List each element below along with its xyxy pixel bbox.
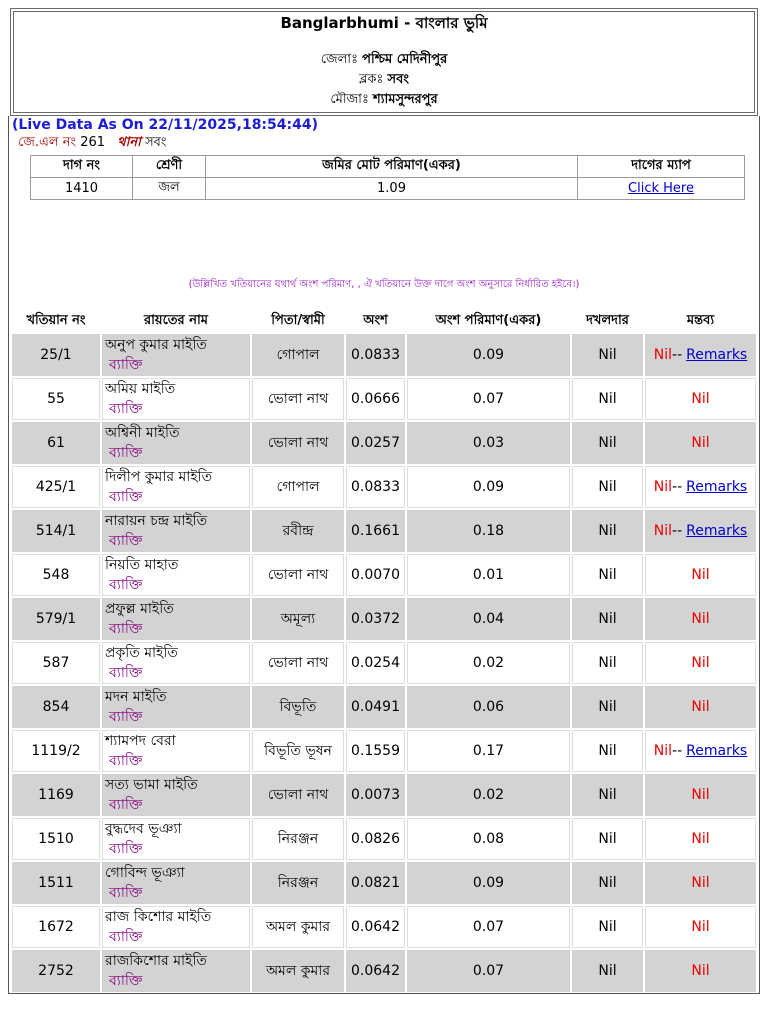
jl-line	[18, 134, 167, 152]
remark-cell	[645, 598, 756, 640]
father-husband-cell: ভোলা নাথ	[252, 554, 344, 596]
share-cell: 0.0372	[346, 598, 405, 640]
remark-separator: --	[672, 347, 683, 363]
khatian-column-header: মন্তব্য	[686, 313, 715, 328]
share-cell: 0.0666	[346, 378, 405, 420]
raiyat-name: মদন মাইতি	[105, 689, 167, 705]
father-husband-cell: ভোলা নাথ	[252, 774, 344, 816]
share-cell: 0.1559	[346, 730, 405, 772]
khatian-no-cell: 1169	[12, 774, 100, 816]
live-data-timestamp: (Live Data As On 22/11/2025,18:54:44)	[12, 117, 318, 133]
father-husband-cell: ভোলা নাথ	[252, 422, 344, 464]
plot-table	[30, 155, 745, 200]
remark-cell	[645, 730, 756, 772]
possession-cell: Nil	[572, 378, 643, 420]
khatian-no-cell: 548	[12, 554, 100, 596]
plot-table-row	[31, 178, 745, 200]
raiyat-cell	[102, 906, 250, 948]
khatian-no-cell: 1672	[12, 906, 100, 948]
possession-cell: Nil	[572, 774, 643, 816]
khatian-row	[12, 686, 756, 728]
jl-label: জে.এল নং	[18, 135, 77, 150]
share-area-cell: 0.07	[407, 950, 570, 992]
share-area-cell: 0.03	[407, 422, 570, 464]
khatian-row	[12, 422, 756, 464]
remark-status: Nil	[691, 831, 710, 847]
block-line	[14, 71, 754, 89]
raiyat-type: ব্যাক্তি	[109, 709, 143, 725]
remarks-link[interactable]: Remarks	[686, 479, 748, 495]
raiyat-name: নিয়তি মাহাত	[105, 557, 179, 573]
share-cell: 0.0070	[346, 554, 405, 596]
raiyat-name: রাজকিশোর মাইতি	[105, 953, 207, 969]
possession-cell: Nil	[572, 950, 643, 992]
share-area-cell: 0.09	[407, 334, 570, 376]
share-cell: 0.0257	[346, 422, 405, 464]
khatian-no-cell: 579/1	[12, 598, 100, 640]
khatian-row	[12, 334, 756, 376]
raiyat-type: ব্যাক্তি	[109, 489, 143, 505]
khatian-row	[12, 554, 756, 596]
possession-cell: Nil	[572, 554, 643, 596]
raiyat-name: অশ্বিনী মাইতি	[105, 425, 180, 441]
raiyat-cell	[102, 950, 250, 992]
share-note: (উল্লিখিত খতিয়ানের যথার্থ অংশ পরিমাণ, , ঐ খতিয়ানে উক্ত দাগে অংশ অনুসারে নির্ধারিত হইবে।)	[188, 279, 580, 290]
remark-status: Nil	[691, 611, 710, 627]
raiyat-type: ব্যাক্তি	[109, 445, 143, 461]
khatian-row	[12, 730, 756, 772]
possession-cell: Nil	[572, 906, 643, 948]
raiyat-cell	[102, 554, 250, 596]
raiyat-cell	[102, 422, 250, 464]
remark-cell	[645, 818, 756, 860]
khatian-row	[12, 642, 756, 684]
khatian-row	[12, 774, 756, 816]
remark-cell	[645, 642, 756, 684]
share-cell: 0.0826	[346, 818, 405, 860]
block-value: সবং	[387, 72, 409, 87]
raiyat-name: দিলীপ কুমার মাইতি	[105, 469, 213, 485]
raiyat-name: শ্যামপদ বেরা	[105, 733, 176, 749]
father-husband-cell: বিভূতি	[252, 686, 344, 728]
khatian-no-cell: 854	[12, 686, 100, 728]
plot-class-header: শ্রেণী	[133, 156, 206, 178]
raiyat-cell	[102, 686, 250, 728]
raiyat-cell	[102, 730, 250, 772]
raiyat-name: অনুপ কুমার মাইতি	[105, 337, 207, 353]
remark-cell	[645, 774, 756, 816]
remark-status: Nil	[653, 523, 673, 539]
share-area-cell: 0.06	[407, 686, 570, 728]
share-area-cell: 0.04	[407, 598, 570, 640]
remarks-link[interactable]: Remarks	[686, 347, 748, 363]
khatian-column-header: অংশ পরিমাণ(একর)	[435, 313, 542, 328]
share-area-cell: 0.17	[407, 730, 570, 772]
remark-cell	[645, 950, 756, 992]
share-area-cell: 0.07	[407, 378, 570, 420]
possession-cell: Nil	[572, 686, 643, 728]
possession-cell: Nil	[572, 422, 643, 464]
share-cell: 0.0073	[346, 774, 405, 816]
khatian-row	[12, 510, 756, 552]
khatian-row	[12, 466, 756, 508]
possession-cell: Nil	[572, 510, 643, 552]
khatian-row	[12, 378, 756, 420]
possession-cell: Nil	[572, 598, 643, 640]
remark-status: Nil	[691, 875, 710, 891]
raiyat-name: গোবিন্দ ভূঞ্যা	[105, 865, 185, 881]
remark-cell	[645, 378, 756, 420]
khatian-no-cell: 425/1	[12, 466, 100, 508]
mouza-label: মৌজাঃ	[330, 92, 369, 107]
plot-table-header-row	[31, 156, 745, 178]
khatian-no-cell: 55	[12, 378, 100, 420]
remark-separator: --	[672, 479, 683, 495]
raiyat-type: ব্যাক্তি	[109, 929, 143, 945]
share-area-cell: 0.18	[407, 510, 570, 552]
father-husband-cell: ভোলা নাথ	[252, 642, 344, 684]
raiyat-type: ব্যাক্তি	[109, 357, 143, 373]
khatian-table-header-row	[12, 311, 756, 332]
remark-cell	[645, 906, 756, 948]
site-header	[10, 8, 758, 116]
share-area-cell: 0.07	[407, 906, 570, 948]
khatian-row	[12, 598, 756, 640]
raiyat-name: বুদ্ধদেব ভূঞ্যা	[105, 821, 182, 837]
remark-status: Nil	[691, 391, 710, 407]
father-husband-cell: গোপাল	[252, 334, 344, 376]
khatian-no-cell: 1511	[12, 862, 100, 904]
share-area-cell: 0.02	[407, 774, 570, 816]
raiyat-cell	[102, 510, 250, 552]
raiyat-cell	[102, 774, 250, 816]
raiyat-type: ব্যাক্তি	[109, 841, 143, 857]
raiyat-name: অমিয় মাইতি	[105, 381, 176, 397]
possession-cell: Nil	[572, 730, 643, 772]
khatian-table-body	[12, 334, 756, 992]
father-husband-cell: গোপাল	[252, 466, 344, 508]
raiyat-cell	[102, 642, 250, 684]
raiyat-type: ব্যাক্তি	[109, 797, 143, 813]
khatian-row	[12, 906, 756, 948]
share-area-cell: 0.08	[407, 818, 570, 860]
khatian-no-cell: 2752	[12, 950, 100, 992]
total-area-header: জমির মোট পরিমাণ(একর)	[206, 156, 578, 178]
remark-cell	[645, 554, 756, 596]
remarks-link[interactable]: Remarks	[686, 743, 748, 759]
raiyat-name: নারায়ন চন্দ্র মাইতি	[105, 513, 208, 529]
remark-separator: --	[672, 743, 683, 759]
khatian-no-cell: 587	[12, 642, 100, 684]
khatian-no-cell: 61	[12, 422, 100, 464]
khatian-no-cell: 514/1	[12, 510, 100, 552]
share-area-cell: 0.02	[407, 642, 570, 684]
plot-no-cell: 1410	[31, 178, 133, 200]
remark-status: Nil	[691, 567, 710, 583]
share-cell: 0.0491	[346, 686, 405, 728]
remark-cell	[645, 862, 756, 904]
thana-label: থানা	[117, 135, 141, 150]
jl-value: 261	[80, 135, 106, 150]
share-area-cell: 0.01	[407, 554, 570, 596]
father-husband-cell: নিরঞ্জন	[252, 818, 344, 860]
share-cell: 0.0642	[346, 950, 405, 992]
khatian-column-header: পিতা/স্বামী	[271, 313, 325, 328]
mouza-value: শ্যামসুন্দরপুর	[373, 92, 438, 107]
father-husband-cell: নিরঞ্জন	[252, 862, 344, 904]
raiyat-cell	[102, 378, 250, 420]
raiyat-cell	[102, 862, 250, 904]
total-area-cell: 1.09	[206, 178, 578, 200]
raiyat-name: রাজ কিশোর মাইতি	[105, 909, 212, 925]
raiyat-name: প্রকৃতি মাইতি	[105, 645, 178, 661]
share-cell: 0.0821	[346, 862, 405, 904]
raiyat-name: সত্য ভামা মাইতি	[105, 777, 198, 793]
share-cell: 0.0254	[346, 642, 405, 684]
khatian-row	[12, 862, 756, 904]
share-cell: 0.0833	[346, 466, 405, 508]
district-label: জেলাঃ	[320, 52, 359, 67]
khatian-no-cell: 1510	[12, 818, 100, 860]
share-area-cell: 0.09	[407, 466, 570, 508]
plot-class-cell: জল	[133, 178, 206, 200]
raiyat-type: ব্যাক্তি	[109, 973, 143, 989]
plot-no-header: দাগ নং	[31, 156, 133, 178]
khatian-column-header: খতিয়ান নং	[26, 313, 86, 328]
raiyat-cell	[102, 818, 250, 860]
raiyat-type: ব্যাক্তি	[109, 885, 143, 901]
remark-cell	[645, 334, 756, 376]
father-husband-cell: অমূল্য	[252, 598, 344, 640]
remark-status: Nil	[691, 435, 710, 451]
remark-status: Nil	[653, 479, 673, 495]
khatian-no-cell: 1119/2	[12, 730, 100, 772]
site-title: Banglarbhumi - বাংলার ভুমি	[280, 14, 488, 32]
father-husband-cell: বিভূতি ভূষন	[252, 730, 344, 772]
plot-map-header: দাগের ম্যাপ	[578, 156, 745, 178]
khatian-column-header: দখলদার	[586, 313, 629, 328]
raiyat-type: ব্যাক্তি	[109, 577, 143, 593]
district-line	[14, 51, 754, 69]
remark-cell	[645, 466, 756, 508]
possession-cell: Nil	[572, 334, 643, 376]
plot-map-cell	[578, 178, 745, 200]
remark-cell	[645, 422, 756, 464]
remark-status: Nil	[653, 743, 673, 759]
remark-cell	[645, 510, 756, 552]
mouza-line	[14, 91, 754, 109]
share-area-cell: 0.09	[407, 862, 570, 904]
khatian-row	[12, 950, 756, 992]
khatian-table	[10, 309, 758, 994]
raiyat-name: প্রফুল্ল মাইতি	[105, 601, 174, 617]
father-husband-cell: অমল কুমার	[252, 950, 344, 992]
remark-status: Nil	[691, 699, 710, 715]
plot-map-link[interactable]: Click Here	[628, 181, 694, 196]
father-husband-cell: অমল কুমার	[252, 906, 344, 948]
father-husband-cell: রবীন্দ্র	[252, 510, 344, 552]
raiyat-type: ব্যাক্তি	[109, 665, 143, 681]
possession-cell: Nil	[572, 466, 643, 508]
possession-cell: Nil	[572, 818, 643, 860]
raiyat-type: ব্যাক্তি	[109, 533, 143, 549]
khatian-column-header: রায়তের নাম	[144, 313, 208, 328]
possession-cell: Nil	[572, 642, 643, 684]
khatian-row	[12, 818, 756, 860]
block-label: ব্লকঃ	[359, 72, 384, 87]
remarks-link[interactable]: Remarks	[686, 523, 748, 539]
raiyat-type: ব্যাক্তি	[109, 753, 143, 769]
remark-cell	[645, 686, 756, 728]
share-cell: 0.1661	[346, 510, 405, 552]
khatian-column-header: অংশ	[363, 313, 388, 328]
remark-status: Nil	[691, 919, 710, 935]
raiyat-type: ব্যাক্তি	[109, 621, 143, 637]
remark-status: Nil	[691, 787, 710, 803]
share-cell: 0.0833	[346, 334, 405, 376]
possession-cell: Nil	[572, 862, 643, 904]
father-husband-cell: ভোলা নাথ	[252, 378, 344, 420]
remark-status: Nil	[691, 655, 710, 671]
district-value: পশ্চিম মেদিনীপুর	[362, 52, 448, 67]
raiyat-cell	[102, 598, 250, 640]
raiyat-cell	[102, 334, 250, 376]
remark-separator: --	[672, 523, 683, 539]
thana-value: সবং	[145, 135, 167, 150]
remark-status: Nil	[691, 963, 710, 979]
remark-status: Nil	[653, 347, 673, 363]
khatian-no-cell: 25/1	[12, 334, 100, 376]
raiyat-cell	[102, 466, 250, 508]
raiyat-type: ব্যাক্তি	[109, 401, 143, 417]
share-cell: 0.0642	[346, 906, 405, 948]
